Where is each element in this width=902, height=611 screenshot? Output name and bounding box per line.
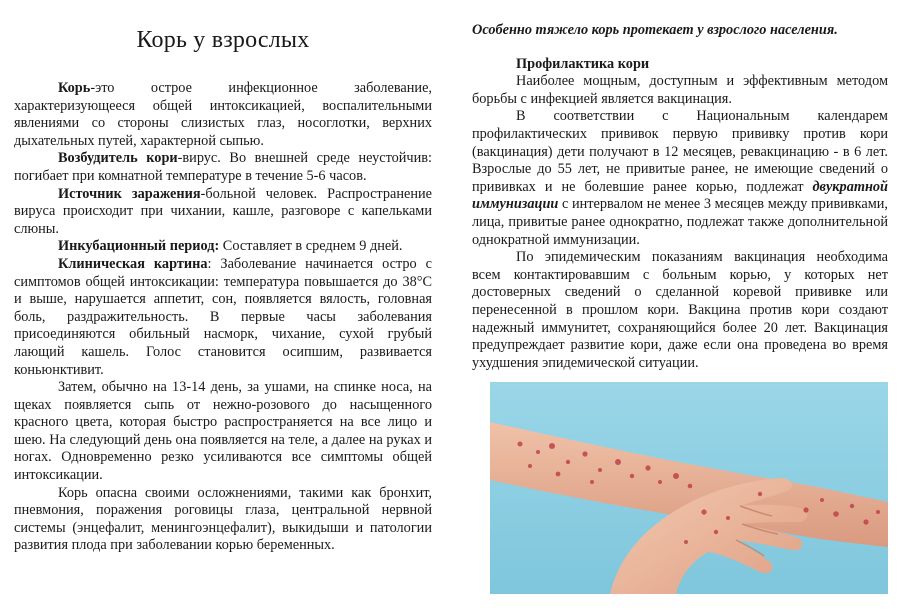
vaccination-paragraph: Наиболее мощным, доступным и эффективным методом борьбы с инфекцией является вакцинация. bbox=[472, 73, 888, 107]
rash-paragraph: Затем, обычно на 13-14 день, за ушами, на спинке носа, на щеках появляется сыпь от нежно-розового до насыщенного красного цвета, которая быстро распространяется на все лицо и шею. На следующий день она появляется на теле, а далее на руках и ногах. Одновременно резко усиливаются все симптомы общей интоксикации. bbox=[14, 379, 432, 484]
term-incubation: Инкубационный период: bbox=[58, 238, 220, 255]
lead-sentence: Особенно тяжело корь протекает у взрослого населения. bbox=[472, 22, 838, 38]
pathogen-paragraph bbox=[14, 150, 432, 185]
page-title: Корь у взрослых bbox=[136, 27, 310, 53]
calendar-text-b: с интервалом не менее 3 месяцев между прививками, лица, привитые ранее однократно, подлежат также дополнительной однократной иммунизации. bbox=[472, 196, 888, 248]
definition-text: -это острое инфекционное заболевание, характеризующееся общей интоксикацией, воспалительными явлениями со стороны слизистых глаз, носоглотки, верхних дыхательных путей, характерной сыпью. bbox=[14, 80, 432, 149]
clinical-paragraph bbox=[14, 256, 432, 379]
incubation-paragraph bbox=[14, 238, 432, 256]
source-text: -больной человек. Распространение вируса происходит при чихании, кашле, разговоре с капельками слюны. bbox=[14, 185, 432, 237]
clinical-text: : Заболевание начинается остро с симптомов общей интоксикации: температура повышается до 38°С и выше, нарушается аппетит, сон, появляется вялость, головная боль, раздражительность. В первые часы заболевания присоединяются обильный насморк, чихание, сухой грубый лающий кашель. Голос становится осипшим, развивается коньюнктивит. bbox=[14, 255, 432, 378]
definition-paragraph bbox=[14, 80, 432, 150]
incubation-text: Составляет в среднем 9 дней. bbox=[219, 238, 403, 255]
term-source: Источник заражения bbox=[58, 185, 201, 202]
term-pathogen: Возбудитель кори bbox=[58, 150, 178, 167]
term-measles: Корь bbox=[58, 80, 91, 96]
pathogen-text: -вирус. Во внешней среде неустойчив: погибает при комнатной температуре в течение 5-6 часов. bbox=[14, 150, 432, 184]
term-clinical: Клиническая картина bbox=[58, 255, 208, 272]
measles-rash-photo bbox=[490, 382, 888, 594]
right-column bbox=[472, 0, 888, 372]
prevention-heading: Профилактика кори bbox=[516, 55, 650, 72]
epidemic-paragraph: По эпидемическим показаниям вакцинация необходима всем контактировавшим с больным корью, у которых нет достоверных сведений о сделанной коревой прививке или перенесенной в прошлом кори. Вакцина против кори создают надежный иммунитет, сохраняющийся более 20 лет. Вакцинация предупреждает развитие кори, даже если она проведена во время ухудшения эпидемической ситуации. bbox=[472, 249, 888, 371]
calendar-paragraph bbox=[472, 108, 888, 249]
double-immunization-emphasis: двукратной иммунизации bbox=[472, 178, 888, 213]
calendar-text-a: В соответствии с Национальным календарем профилактических прививок первую прививку против кори (вакцинация) дети получают в 12 месяцев, ревакцинацию - в 6 лет. Взрослые до 55 лет, не привитые ранее, не имеющие сведений о прививках и не болевшие ранее корью, подлежат bbox=[472, 108, 888, 195]
left-column bbox=[14, 0, 432, 555]
complications-paragraph: Корь опасна своими осложнениями, такими как бронхит, пневмония, поражения роговицы глаза, центральной нервной системы (энцефалит, менингоэнцефалит), выкидыши и патологии развития плода при заболевании корью беременных. bbox=[14, 484, 432, 554]
source-paragraph bbox=[14, 186, 432, 239]
